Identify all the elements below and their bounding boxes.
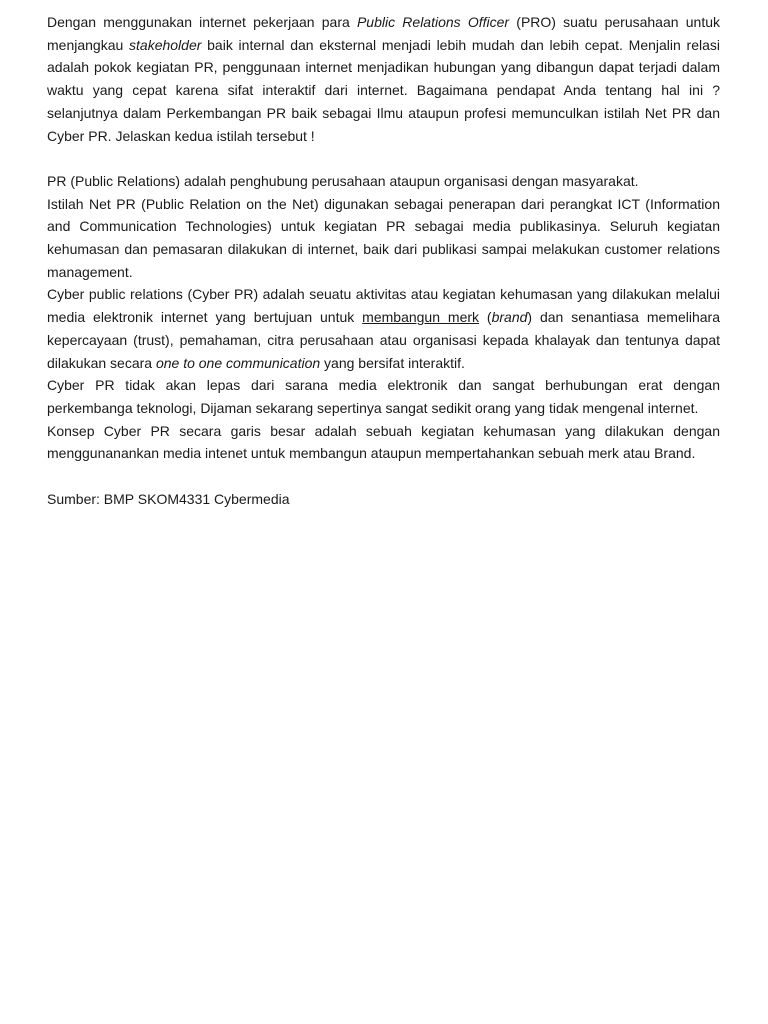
paragraph-spacer-2 — [47, 465, 720, 488]
cyber-pr-text-1: Cyber public relations (Cyber PR) adalah seuatu aktivitas atau kegiatan kehumasan yang dilakukan melalui media elektronik internet yang bertujuan untuk — [47, 286, 720, 326]
answer-paragraph-net-pr: Istilah Net PR (Public Relation on the Net) digunakan sebagai penerapan dari perangkat ICT (Information and Communication Technologies) untuk kegiatan PR sebagai media publikasinya. Seluruh kegiatan kehumasan dan pemasaran dilakukan di internet, baik dari publikasi sampai melakukan customer relations management. — [47, 195, 720, 280]
question-text-3: baik internal dan eksternal menjadi lebih mudah dan lebih cepat. Menjalin relasi adalah pokok kegiatan PR, penggunaan internet menjadikan hubungan yang dibangun dapat terjadi dalam waktu yang cepat karena sifat interaktif dari internet. Bagaimana pendapat Anda tentang hal ini ? selanjutnya dalam Perkembangan PR baik sebagai Ilmu ataupun profesi memunculkan istilah Net PR dan Cyber PR. Jelaskan kedua istilah tersebut ! — [47, 36, 720, 144]
cyber-pr-text-3: ) dan senantiasa memelihara kepercayaan (trust), pemahaman, citra perusahaan atau organisasi kepada khalayak dan tentunya dapat dilakukan secara — [47, 309, 720, 371]
paragraph-spacer — [47, 147, 720, 170]
question-italic-pro: Public Relations Officer — [356, 14, 510, 30]
cyber-pr-text-4: yang bersifat interaktif. — [320, 354, 465, 371]
answer-paragraph-pr-definition: PR (Public Relations) adalah penghubung perusahaan ataupun organisasi dengan masyarakat. — [47, 172, 639, 189]
question-text-2: (PRO) suatu perusahaan untuk menjangkau — [47, 14, 720, 53]
italic-communication-phrase: one to one communication — [155, 354, 321, 371]
cyber-pr-text-2: ( — [479, 309, 492, 326]
question-italic-stakeholder: stakeholder — [129, 36, 202, 53]
underlined-phrase: membangun merk — [362, 309, 480, 326]
answer-paragraph-concept: Konsep Cyber PR secara garis besar adalah sebuah kegiatan kehumasan yang dilakukan dengan menggunanankan media intenet untuk membangun ataupun mempertahankan sebuah merk atau Brand. — [47, 422, 720, 462]
question-text-1: Dengan menggunakan internet pekerjaan para — [47, 14, 357, 30]
italic-brand: brand — [491, 309, 528, 326]
source-citation: Sumber: BMP SKOM4331 Cybermedia — [47, 490, 290, 507]
answer-paragraph-cyber-pr — [47, 283, 720, 374]
answer-paragraph-technology: Cyber PR tidak akan lepas dari sarana media elektronik dan sangat berhubungan erat dengan perkembanga teknologi, Dijaman sekarang sepertinya sangat sedikit orang yang tidak mengenal internet. — [47, 377, 720, 416]
document-page — [47, 11, 720, 510]
question-paragraph — [47, 11, 720, 147]
